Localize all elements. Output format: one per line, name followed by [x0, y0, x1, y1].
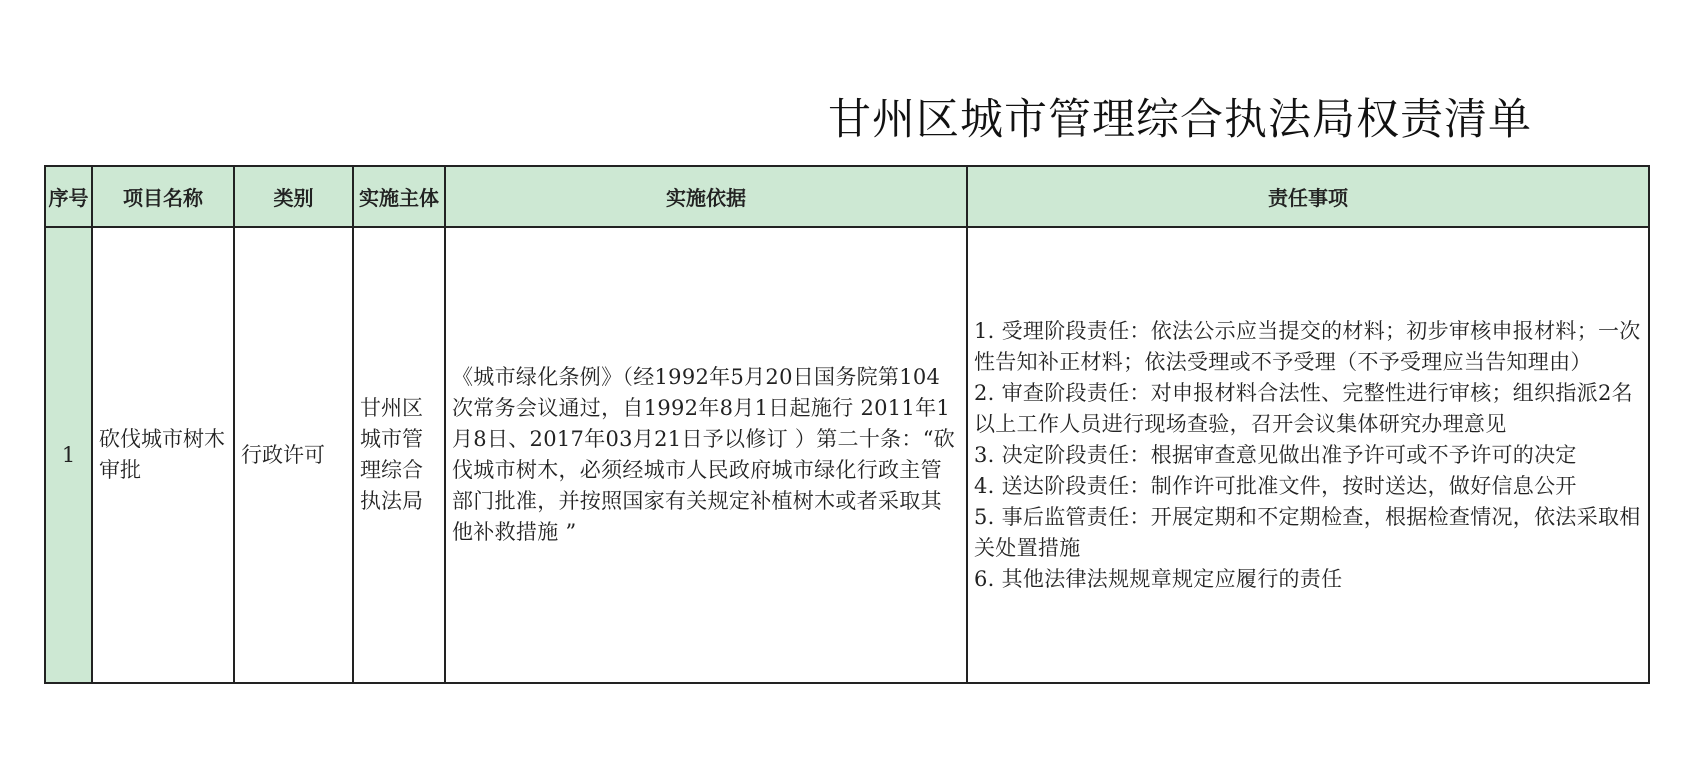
header-category: 类别 [234, 166, 353, 227]
cell-seq: 1 [45, 227, 92, 683]
cell-name: 砍伐城市树木审批 [92, 227, 234, 683]
header-seq: 序号 [45, 166, 92, 227]
table-row [45, 227, 1649, 683]
cell-basis: 《城市绿化条例》（经1992年5月20日国务院第104次常务会议通过，自1992年8月1日起施行 2011年1月8日、2017年03月21日予以修订 ）第二十条：“砍伐城市树木，必须经城市人民政府城市绿化行政主管部门批准，并按照国家有关规定补植树木或者采取其他补救措施 ” [445, 227, 967, 683]
cell-duties [967, 227, 1649, 683]
header-name: 项目名称 [92, 166, 234, 227]
document-title: 甘州区城市管理综合执法局权责清单 [828, 95, 1532, 145]
responsibility-table [44, 165, 1650, 684]
header-basis: 实施依据 [445, 166, 967, 227]
cell-subject: 甘州区城市管理综合执法局 [353, 227, 445, 683]
duty-item: 3. 决定阶段责任：根据审查意见做出准予许可或不予许可的决定 [974, 442, 1577, 467]
header-row [45, 166, 1649, 227]
header-subject: 实施主体 [353, 166, 445, 227]
duty-item: 6. 其他法律法规规章规定应履行的责任 [974, 566, 1343, 591]
duty-item: 2. 审查阶段责任：对申报材料合法性、完整性进行审核；组织指派2名以上工作人员进行现场查验，召开会议集体研究办理意见 [974, 380, 1633, 436]
duty-item: 5. 事后监管责任：开展定期和不定期检查，根据检查情况，依法采取相关处置措施 [974, 504, 1641, 560]
duty-item: 1. 受理阶段责任：依法公示应当提交的材料；初步审核申报材料；一次性告知补正材料；依法受理或不予受理（不予受理应当告知理由） [974, 318, 1641, 374]
cell-category: 行政许可 [234, 227, 353, 683]
duty-item: 4. 送达阶段责任：制作许可批准文件，按时送达，做好信息公开 [974, 473, 1577, 498]
header-duties: 责任事项 [967, 166, 1649, 227]
